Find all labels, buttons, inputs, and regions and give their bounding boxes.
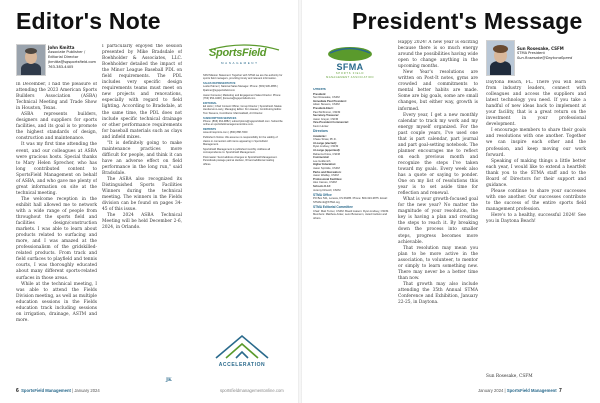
paragraph: Every year, I get a new monthly calendar to track my work and my energy myself organized. For the past couple years, I've used one that is part calendar, part journal and part goal-setting notebook. The planner encourages me to reflect on each previous month and recognize the steps I've taken toward my goals. Every week also has a quote or saying to ponder. One on my list of resolutions this year is to set aside time for reflection and renewal. (398, 112, 478, 197)
paragraph: Speaking of making things a little better each year, I would like to extend a heartfelt thank you to the STMA staff and to the Board of Directors for their support and guidance. (486, 158, 586, 188)
masthead-text: SFM Mission Statement: Together with STMA we are the authority for sports field managers, providing timely and relevant information. SALES REPRESENTATIVE Leslie Palmer | National Sales Manager. Phone: (503) 936-4856 | lfpalmer@sgsportsfield.com Jason Fonseca | Marketing and Engagement Sales Director. Phone: (763) 954-4448 | jfonseca@sgsportsfield.com EDITORIAL Ed Holm | Chief Content Officer, Group Director | SportsField. Maisie Henderson-Lowry, Managing Editor. Kim Hauser, Contributing Editor. Tom Stevens, Contributor. Matt Hatfield, Art Director. SUBSCRIPTION SERVICES Phone: (866) 364-9882 | subscriptions@sgsportsfield.com. Subscribe online at sportsfieldmanagementonline.com. REPRINTS www.sfmreprints.com | (800) 888-7000 Publisher's Notice: We assume no responsibility for the validity of claims in connection with items appearing in SportsField Management. SportsField Management is published monthly. Address all correspondence to: SportsField Management. Postmaster: Send address changes to SportsField Management. Periodicals postage paid at Hudson, WI and additional mailing offices. (203, 74, 283, 166)
paragraph: In December, I had the pleasure of attending the 2023 American Sports Builders Association (ASBA) Technical Meeting and Trade Show in Houston, Texas. (16, 82, 97, 112)
president-photo (486, 40, 515, 76)
stma-officers-list: Officers President: Sun Rosesake, CSFM Immediate Past President: Adam Stevens, CSFM President-Elect: Paul McKinnon, CSFM Secretary-Treasurer: Jason Greyer, CSFM Vice-President Commercial: Kevin Hunter Directors Academic: Chase Straw, Ph.D. At-Large (elected): Ryan Lindsey, CSFM At-Large (appointed): Rebecca Kniss, CSFM Commercial: Lee Goldsmith Higher Education: Jason Sprinkle, CSFM Parks and Recreation: Jason Wadley, CSFM Professional Facilities: Alex Caruso, CSFM Schools K-12: Jeremy Driscoll, CSFM STMA Office PO Box 541, Lenexa, KS 66285. Phone: 800-323-3875. Email: STMAInfo@STMA.org STMA Editorial Committee Chair: Matt Turner, CSFM. Board Liaison: Ryan Lindsey, CSFM. Members: Matthew Anker, Leon Bowmenn, Jared Carlson and others. (313, 88, 389, 220)
paragraph: What is your growth-focused goal for the new year? No matter the magnitude of your resolution, the key is having a plan and creating the steps to reach it. By breaking down the process into smaller steps, progress becomes more achievable. (398, 197, 478, 245)
stma-logo-mark-icon (315, 40, 385, 64)
editor-signature: JK (166, 378, 172, 383)
acceleration-ad[interactable] (210, 332, 274, 370)
paragraph: That resolution may mean you plan to be more active in the association, to volunteer, to mentor or simply to learn something new. There may never be a better time than now. (398, 245, 478, 281)
president-contact (517, 46, 595, 61)
paragraph: ASBA represents builders, designers and suppliers for sports facilities, and its goal is to promote the highest standards of design, construction and maintenance. (16, 112, 97, 142)
editor-phone: 763-383-4405 (48, 65, 74, 69)
logo-main: SportsField (209, 47, 267, 59)
paragraph: The welcome reception in the exhibit hall allowed me to network with a wide range of people from throughout the sports field and facilities design/construction markets. I was able to learn about products related to surfacing and more, and I was amazed at the professionalism of the gridskilled-related products. From track and field surfaces to playfield and tennis courts, I was thoroughly educated about many different sports-related surfaces in those areas. (16, 196, 97, 281)
paragraph: I particularly enjoyed the session presented by Mike Bradsdale of Boehholder & Associates, LLC. Boehholder detailed the impact of the Minor League Baseball PDL on field requirements. The PDL includes very specific design requirements teams must meet on new projects and renovations, especially with regard to field lighting. According to Bradsdale, at the same time, the PDL does not include specific technical drainage or other performance requirements for baseball materials such as clays and infield mixes. (102, 44, 182, 140)
president-email[interactable]: Sun.Rosesake@DaytonaSpeed (517, 56, 573, 60)
paragraph: It was my first time attending the event, and our colleagues at ASBA were gracious hosts. Special thanks to Mary Helen Sprecher, who has long contributed content to SportsField Management on behalf of ASBA, and who gave me plenty of great information on site at the technical meeting. (16, 142, 97, 196)
left-footer-url[interactable]: sportsfieldmanagementonline.com (220, 388, 284, 393)
logo-sub: MANAGEMENT (221, 61, 259, 65)
page-gutter (298, 0, 302, 403)
paragraph: While at the technical meeting, I was able to attend the Fields Division meeting, as well as multiple education sessions in the Fields education track including sessions on irrigation, drainage, ASTM and more. (16, 281, 97, 323)
president-role: STMA President (517, 51, 545, 55)
sportsfield-logo (205, 42, 283, 72)
editor-role-1: Associate Publisher / (48, 50, 86, 54)
editor-name: John Kmitta (48, 45, 75, 50)
stma-logo-main: SFMA (336, 62, 364, 72)
paragraph: The ASBA also recognized its Distinguished Sports Facilities Winners during the technical meeting. The winners in the Fields division can be found on pages 34-45 of this issue. (102, 177, 182, 213)
paragraph: That growth may also include attending the 35th Annual STMA Conference and Exhibition, January 22-25, in Daytona. (398, 281, 478, 306)
paragraph: New Year's resolutions are written on Post-It notes, gyms are crowded and commitments to mental better habits are made. Some are big goals, some are small changes, but either way, growth is informed. (398, 70, 478, 112)
editor-photo (16, 44, 46, 76)
paragraph: Please continue to share your successes with one another. Our successes contribute to the success of the entire sports field management profession. (486, 188, 586, 212)
left-footer: 6 SportsField Management | January 2024 (16, 388, 100, 394)
paragraph: I encourage members to share their goals and resolutions with one another. Together we can inspire each other and the profession, and keep moving our work forward. (486, 128, 586, 158)
right-footer: January 2024 | SportsField Management 7 (478, 388, 562, 394)
acceleration-ad-graphic-icon (210, 332, 274, 362)
stma-logo-sub: SPORTS FIELD (335, 72, 365, 75)
paragraph: Here's to a healthy, successful 2024! See you in Daytona Beach! (486, 213, 586, 225)
paragraph: Daytona Beach, FL. There you will learn from industry leaders, connect with colleagues and access the suppliers and latest technology you need. If you take a handful of new ideas back to implement at your facility, that is a great return on the investment in your professional development. (486, 80, 586, 128)
paragraph: The 2024 ASBA Technical Meeting will be held December 2-6, 2024, in Orlando. (102, 213, 182, 231)
stma-logo (315, 40, 385, 82)
paragraph: "It is definitely going to make maintenance practices more difficult for people, and think it can have an adverse effect on field performance in the long run," said Bradsdale. (102, 140, 182, 176)
president-signature: Sun Rosesake, CSFM (486, 374, 533, 379)
acceleration-ad-label: ACCELERATION (218, 362, 266, 368)
presidents-message-title: President's Message (352, 8, 583, 34)
paragraph: Happy 2024! A new year is exciting because there is so much energy around the possibilities having wide open to change anything in the upcoming months. (398, 40, 478, 70)
editors-note-title: Editor's Note (16, 8, 161, 34)
presidents-message-column-2 (486, 80, 586, 370)
editor-email[interactable]: jkmitta@sgsportsfield.com (48, 60, 97, 64)
editors-note-column-2 (102, 44, 182, 374)
president-name: Sun Rosesake, CSFM (517, 46, 564, 51)
editor-role-2: Editorial Director (48, 55, 79, 59)
presidents-message-column-1 (398, 40, 478, 385)
stma-logo-sub-2: MANAGEMENT ASSOCIATION (326, 76, 374, 79)
editors-note-column-1 (16, 82, 97, 382)
